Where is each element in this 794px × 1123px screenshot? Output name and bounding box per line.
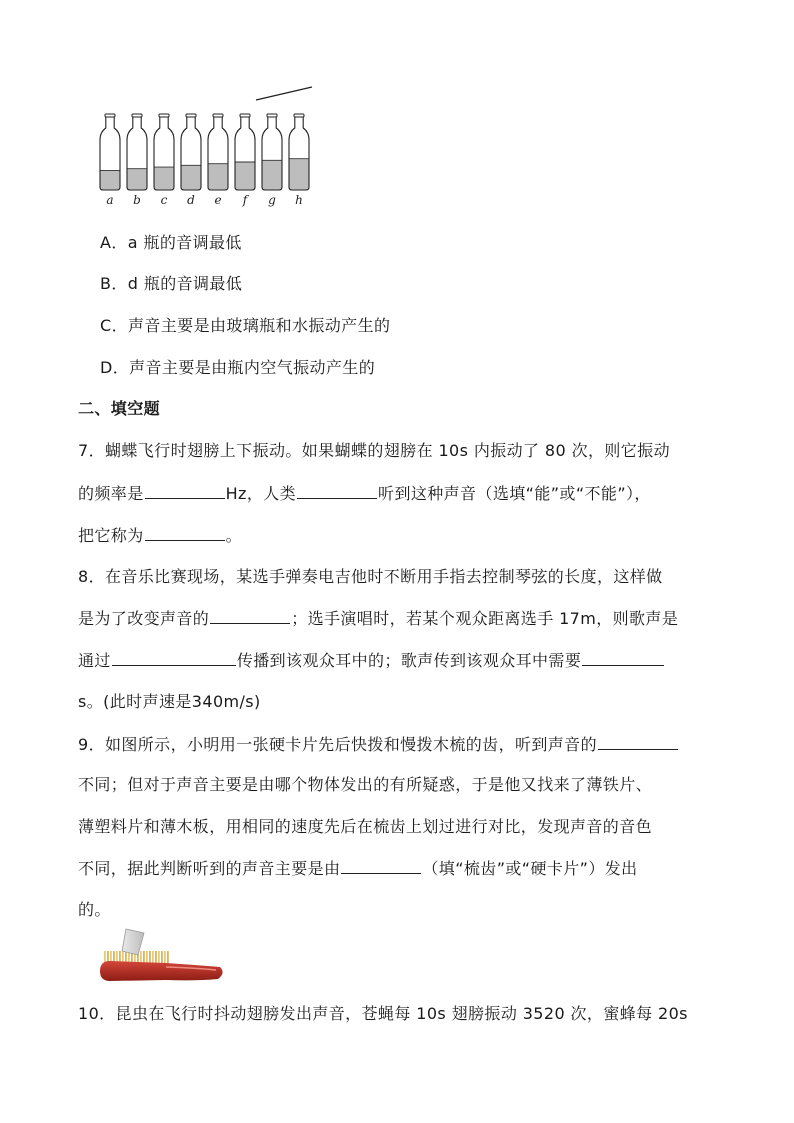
q7-line2	[78, 482, 651, 505]
bottle-lip	[105, 114, 115, 117]
q8-blank-time[interactable]	[582, 649, 664, 666]
striker-line	[256, 87, 312, 100]
q8-line1: 8．在音乐比赛现场，某选手弹奏电吉他时不断用手指去控制琴弦的长度，这样做	[78, 567, 663, 586]
q7-text-d: 把它称为	[78, 526, 144, 545]
water-level	[289, 159, 309, 190]
comb-body	[100, 961, 223, 981]
bottle-label: f	[242, 193, 248, 207]
option-c: C．声音主要是由玻璃瓶和水振动产生的	[100, 316, 391, 335]
q8-text-a: 是为了改变声音的	[78, 609, 210, 628]
section-title: 二、填空题	[78, 399, 161, 418]
q7-text-b: Hz，人类	[225, 484, 297, 503]
q9-line5: 的。	[78, 900, 111, 919]
water-level	[127, 169, 147, 190]
q9-text-b: 不同，据此判断听到的声音主要是由	[78, 859, 341, 878]
q8-blank-property[interactable]	[210, 607, 290, 624]
q8-line4: s。(此时声速是340m/s)	[78, 692, 261, 711]
bottles-group	[100, 114, 309, 190]
bottle-lip	[267, 114, 277, 117]
q9-text-c: （填“梳齿”或“硬卡片”）发出	[422, 859, 638, 878]
bottles-figure	[92, 80, 332, 210]
q7-text-a: 的频率是	[78, 484, 144, 503]
q8-line3	[78, 649, 665, 672]
q10-line1: 10．昆虫在飞行时抖动翅膀发出声音，苍蝇每 10s 翅膀振动 3520 次，蜜蜂每 20s	[78, 1004, 688, 1023]
bottle-label: a	[106, 193, 114, 207]
q9-line1	[78, 733, 679, 756]
q7-line3	[78, 524, 242, 547]
bottle-lip	[186, 114, 196, 117]
q8-text-b: ；选手演唱时，若某个观众距离选手 17m，则歌声是	[291, 609, 679, 628]
bottle-label: c	[160, 193, 168, 207]
bottle-lip	[213, 114, 223, 117]
q8-blank-medium[interactable]	[112, 649, 236, 666]
q7-blank-name[interactable]	[145, 524, 225, 541]
comb-figure	[96, 925, 226, 987]
bottle-lip	[240, 114, 250, 117]
option-a: A．a 瓶的音调最低	[100, 233, 242, 252]
comb-tooth	[164, 951, 166, 965]
q9-line2: 不同；但对于声音主要是由哪个物体发出的有所疑惑，于是他又找来了薄铁片、	[78, 775, 653, 794]
water-level	[235, 162, 255, 190]
q8-text-d: 传播到该观众耳中的；歌声传到该观众耳中需要	[236, 651, 582, 670]
water-level	[181, 165, 201, 190]
water-level	[262, 160, 282, 190]
bottle-lip	[294, 114, 304, 117]
q7-blank-hear[interactable]	[297, 482, 377, 499]
bottle-lip	[132, 114, 142, 117]
bottle-label: h	[295, 193, 303, 207]
bottle-label: e	[214, 193, 222, 207]
q8-text-c: 通过	[78, 651, 111, 670]
bottle-label: d	[187, 193, 195, 207]
option-b: B．d 瓶的音调最低	[100, 274, 243, 293]
q9-line4	[78, 857, 638, 880]
q9-blank-source[interactable]	[341, 857, 421, 874]
bottle-labels	[106, 193, 302, 207]
q9-text-a: 9．如图所示，小明用一张硬卡片先后快拨和慢拨木梳的齿，听到声音的	[78, 735, 597, 754]
q9-line3: 薄塑料片和薄木板，用相同的速度先后在梳齿上划过进行对比，发现声音的音色	[78, 817, 653, 836]
comb-tooth	[167, 951, 169, 965]
water-level	[154, 167, 174, 190]
water-level	[208, 164, 228, 190]
q7-blank-frequency[interactable]	[145, 482, 225, 499]
bottle-lip	[159, 114, 169, 117]
q9-blank-property[interactable]	[598, 733, 678, 750]
water-level	[100, 170, 120, 190]
q7-text-c: 听到这种声音（选填“能”或“不能”），	[378, 484, 651, 503]
bottle-label: g	[268, 193, 276, 207]
q7-line1: 7．蝴蝶飞行时翅膀上下振动。如果蝴蝶的翅膀在 10s 内振动了 80 次，则它振动	[78, 441, 670, 460]
q8-line2	[78, 607, 678, 630]
q7-text-e: 。	[225, 526, 243, 545]
bottle-label: b	[133, 193, 141, 207]
option-d: D．声音主要是由瓶内空气振动产生的	[100, 358, 376, 377]
